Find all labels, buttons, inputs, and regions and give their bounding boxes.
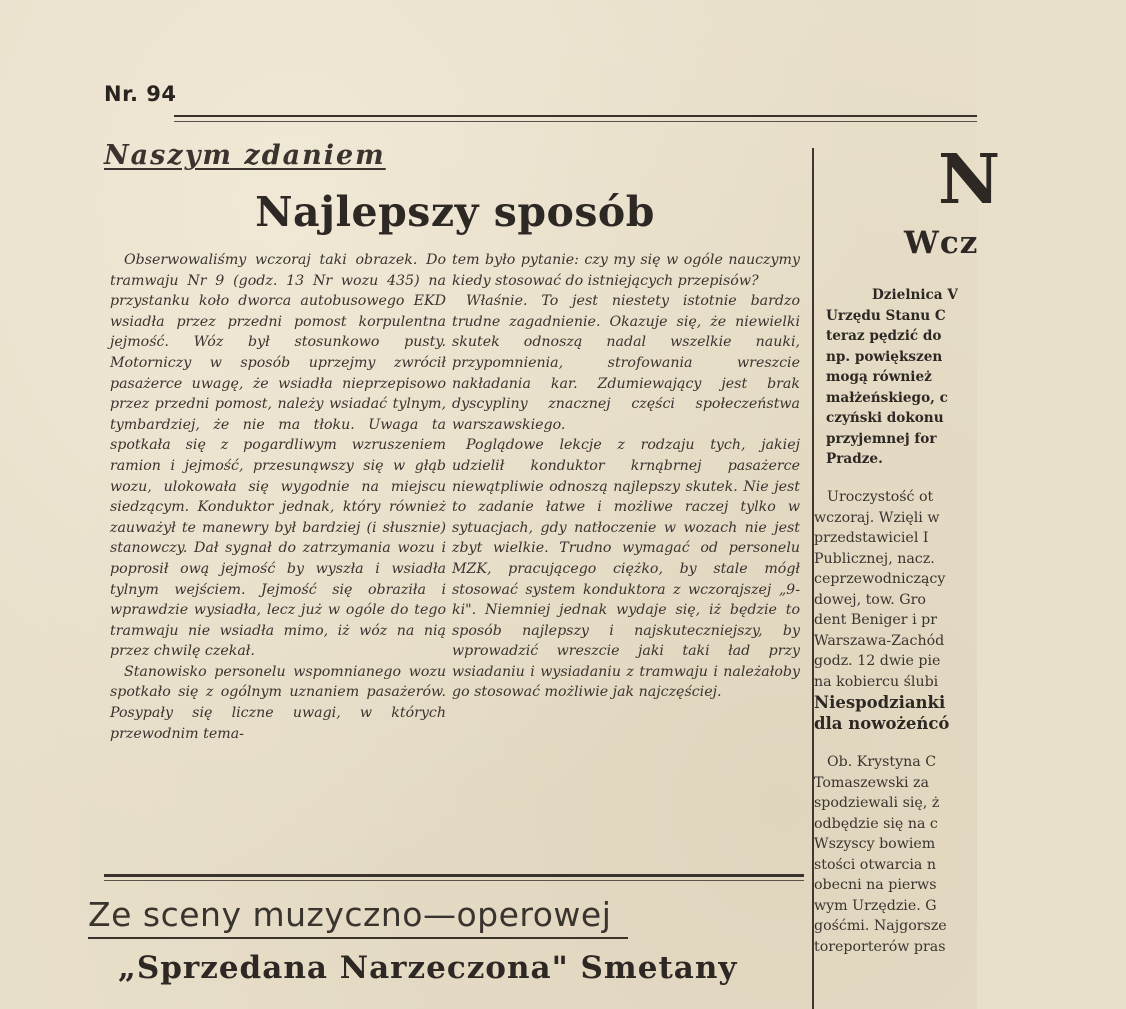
text-line: przedstawiciel I <box>814 530 929 546</box>
text-line: np. powiększen <box>826 348 943 365</box>
text-line: teraz pędzić do <box>826 328 942 344</box>
cropped-body-text <box>814 487 1114 692</box>
paragraph: Stanowisko personelu wspomnianego wozu spotkało się z ogólnym uznaniem pasażerów. Posypały się liczne uwagi, w których przewodnim tema- <box>110 663 446 742</box>
paragraph: Obserwowaliśmy wczoraj taki obrazek. Do tramwaju Nr 9 (godz. 13 Nr wozu 435) na przystanku koło dworca autobusowego EKD wsiadła przez przedni pomost korpulentna jejmość. Wóz był stosunkowo pusty. Motorniczy w sposób uprzejmy zwrócił pasażerce uwagę, że wsiadła nieprzepisowo przez przedni pomost, należy wsiadać tylnym, tymbardziej, że nie ma tłoku. Uwaga ta spotkała się z pogardliwym wzruszeniem ramion i jejmość, przesunąwszy się w głąb wozu, ulokowała się wygodnie na miejscu siedzącym. Konduktor jednak, który również zauważył te manewry był bardziej (i słusznie) stanowczy. Dał sygnał do zatrzymania wozu i poprosił ową jejmość by wyszła i wsiadła tylnym wejściem. Jejmość się obraziła i wprawdzie wysiadła, lecz już w ogóle do tego tramwaju nie wsiadła mimo, iż wóz na nią przez chwilę czekał. <box>110 252 446 660</box>
section-divider-thin <box>104 880 804 881</box>
text-line: toreporterów pras <box>814 938 946 955</box>
header-rule-thin <box>174 121 977 122</box>
header-rule <box>174 115 977 117</box>
article-column-right <box>452 250 800 703</box>
issue-number: Nr. 94 <box>104 82 177 106</box>
text-line: Pradze. <box>826 451 883 467</box>
cropped-masthead-letter: N <box>938 140 1001 220</box>
text-line: dowej, tow. Gro <box>814 591 926 608</box>
text-line: małżeńskiego, c <box>826 389 948 406</box>
text-line: Ob. Krystyna C <box>827 754 937 770</box>
cropped-body-text-2 <box>814 752 1114 957</box>
cropped-subsection-heading <box>814 692 1114 734</box>
article-headline: Najlepszy sposób <box>255 188 655 236</box>
adjacent-column-cropped <box>814 140 1001 1009</box>
cropped-lead-text <box>826 285 1126 470</box>
text-line: Urzędu Stanu C <box>826 307 946 324</box>
text-line: czyński dokonu <box>826 410 944 426</box>
text-line: Publicznej, nacz. <box>814 550 935 567</box>
text-line: odbędzie się na c <box>814 815 938 832</box>
paragraph: Poglądowe lekcje z rodzaju tych, jakiej udzielił konduktor krnąbrnej pasażerce niewątpliwie odnoszą najlepszy skutek. Nie jest to zadanie łatwe i możliwe raczej tylko w sytuacjach, gdy natłoczenie w wozach nie jest zbyt wielkie. Trudno wymagać od personelu MZK, pracującego ciężko, by stale mógł stosować system konduktora z wczorajszej „9-ki". Niemniej jednak wydaje się, iż będzie to sposób najlepszy i najskuteczniejszy, by wprowadzić wreszcie jaki taki ład przy wsiadaniu i wysiadaniu z tramwaju i należałoby go stosować możliwie jak najczęściej. <box>452 437 800 701</box>
text-line: Warszawa-Zachód <box>814 632 945 649</box>
text-line: stości otwarcia n <box>814 856 937 873</box>
text-line: Niespodzianki <box>814 693 946 712</box>
section-headline: „Sprzedana Narzeczona" Smetany <box>118 950 738 986</box>
text-line: spodziewali się, ż <box>814 795 940 811</box>
text-line: przyjemnej for <box>826 430 937 447</box>
text-line: dla nowożeńcó <box>814 714 950 733</box>
text-line: dent Beniger i pr <box>814 612 938 628</box>
text-line: ceprzewodniczący <box>814 571 946 587</box>
cropped-subheadline: Wcz <box>904 225 979 261</box>
article-column-left <box>110 250 446 744</box>
rubric-title: Naszym zdaniem <box>104 140 386 171</box>
text-line: Dzielnica V <box>872 287 958 303</box>
text-line: obecni na pierws <box>814 877 937 893</box>
section-title-underline <box>88 937 628 939</box>
text-line: wczoraj. Wzięli w <box>814 509 940 526</box>
section-title: Ze sceny muzyczno—operowej <box>88 895 612 934</box>
text-line: na kobiercu ślubi <box>814 673 939 690</box>
text-line: godz. 12 dwie pie <box>814 653 941 669</box>
paragraph: Właśnie. To jest niestety istotnie bardzo trudne zagadnienie. Okazuje się, że niewielki skutek odnoszą nadal wszelkie nauki, przypomnienia, strofowania wreszcie nakładania kar. Zdumiewający jest brak dyscypliny znacznej części społeczeństwa warszawskiego. <box>452 293 800 433</box>
text-line: Wszyscy bowiem <box>814 836 936 852</box>
text-line: gośćmi. Najgorsze <box>814 918 947 934</box>
section-divider <box>104 874 804 877</box>
text-line: Uroczystość ot <box>827 489 934 505</box>
paragraph: tem było pytanie: czy my się w ogóle nauczymy kiedy stosować do istniejących przepisów? <box>452 252 800 289</box>
text-line: wym Urzędzie. G <box>814 897 937 914</box>
text-line: Tomaszewski za <box>814 774 929 791</box>
text-line: mogą również <box>826 369 932 385</box>
